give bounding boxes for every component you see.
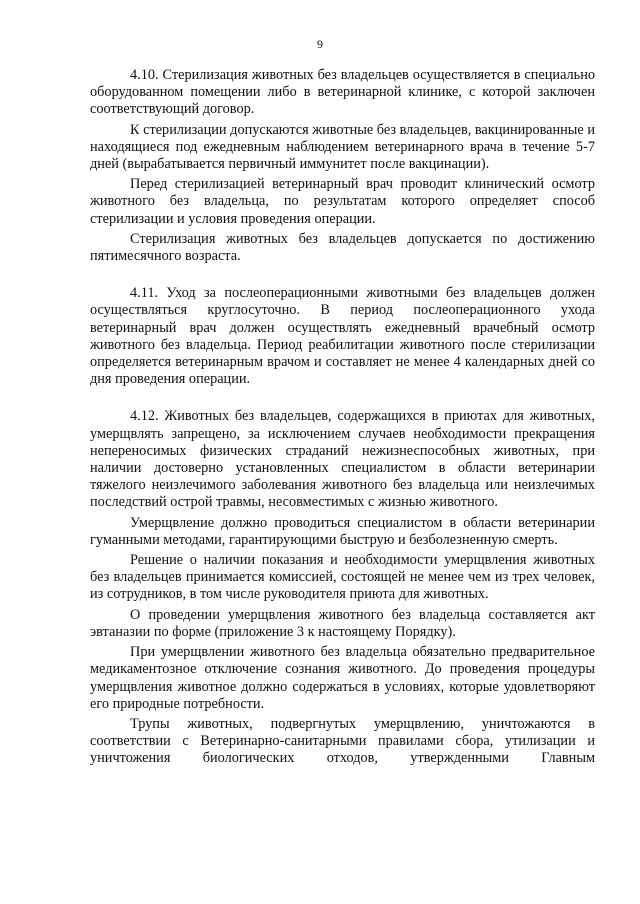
- paragraph-4-10: 4.10. Стерилизация животных без владельцев осуществляется в специально оборудованном помещении либо в ветеринарной клинике, с которой заключен соответствующий договор.: [90, 67, 595, 118]
- paragraph-sedation: При умерщвлении животного без владельца обязательно предварительное медикаментозное отключение сознания животного. До проведения процедуры умерщвления животное должно содержаться в условиях, которые удовлетворяют его природные потребности.: [90, 644, 595, 712]
- paragraph-commission-decision: Решение о наличии показания и необходимости умерщвления животных без владельцев принимается комиссией, состоящей не менее чем из трех человек, из сотрудников, в том числе руководителя приюта для животных.: [90, 552, 595, 603]
- paragraph-4-12: 4.12. Животных без владельцев, содержащихся в приютах для животных, умерщвлять запрещено, за исключением случаев необходимости прекращения непереносимых физических страданий нежизнеспособных животных, при наличии достоверно установленных специалистом в области ветеринарии тяжелого неизлечимого заболевания животного без владельца или неизлечимых последствий острой травмы, несовместимых с жизнью животного.: [90, 408, 595, 511]
- paragraph-euthanasia-method: Умерщвление должно проводиться специалистом в области ветеринарии гуманными методами, гарантирующими быструю и безболезненную смерть.: [90, 514, 595, 548]
- paragraph-sterilization-admission: К стерилизации допускаются животные без владельцев, вакцинированные и находящиеся под ежедневным наблюдением ветеринарного врача в течение 5-7 дней (вырабатывается первичный иммунитет после вакцинации).: [90, 121, 595, 173]
- document-body: [90, 67, 595, 771]
- paragraph-sterilization-age: Стерилизация животных без владельцев допускается по достижению пятимесячного возраста.: [90, 230, 595, 265]
- paragraph-4-11: 4.11. Уход за послеоперационными животными без владельцев должен осуществляться круглосуточно. В период послеоперационного ухода ветеринарный врач должен осуществлять ежедневный врачебный осмотр животного без владельца. Период реабилитации животного после стерилизации определяется ветеринарным врачом и составляет не менее 4 календарных дней со дня проведения операции.: [90, 285, 595, 388]
- paragraph-carcass-disposal: Трупы животных, подвергнутых умерщвлению, уничтожаются в соответствии с Ветеринарно-санитарными правилами сбора, утилизации и уничтожения биологических отходов, утвержденными Главным: [90, 715, 595, 767]
- paragraph-euthanasia-act: О проведении умерщвления животного без владельца составляется акт эвтаназии по форме (приложение 3 к настоящему Порядку).: [90, 606, 595, 640]
- page-number: 9: [317, 37, 323, 51]
- paragraph-clinical-exam: Перед стерилизацией ветеринарный врач проводит клинический осмотр животного без владельца, по результатам которого определяет способ стерилизации и условия проведения операции.: [90, 176, 595, 227]
